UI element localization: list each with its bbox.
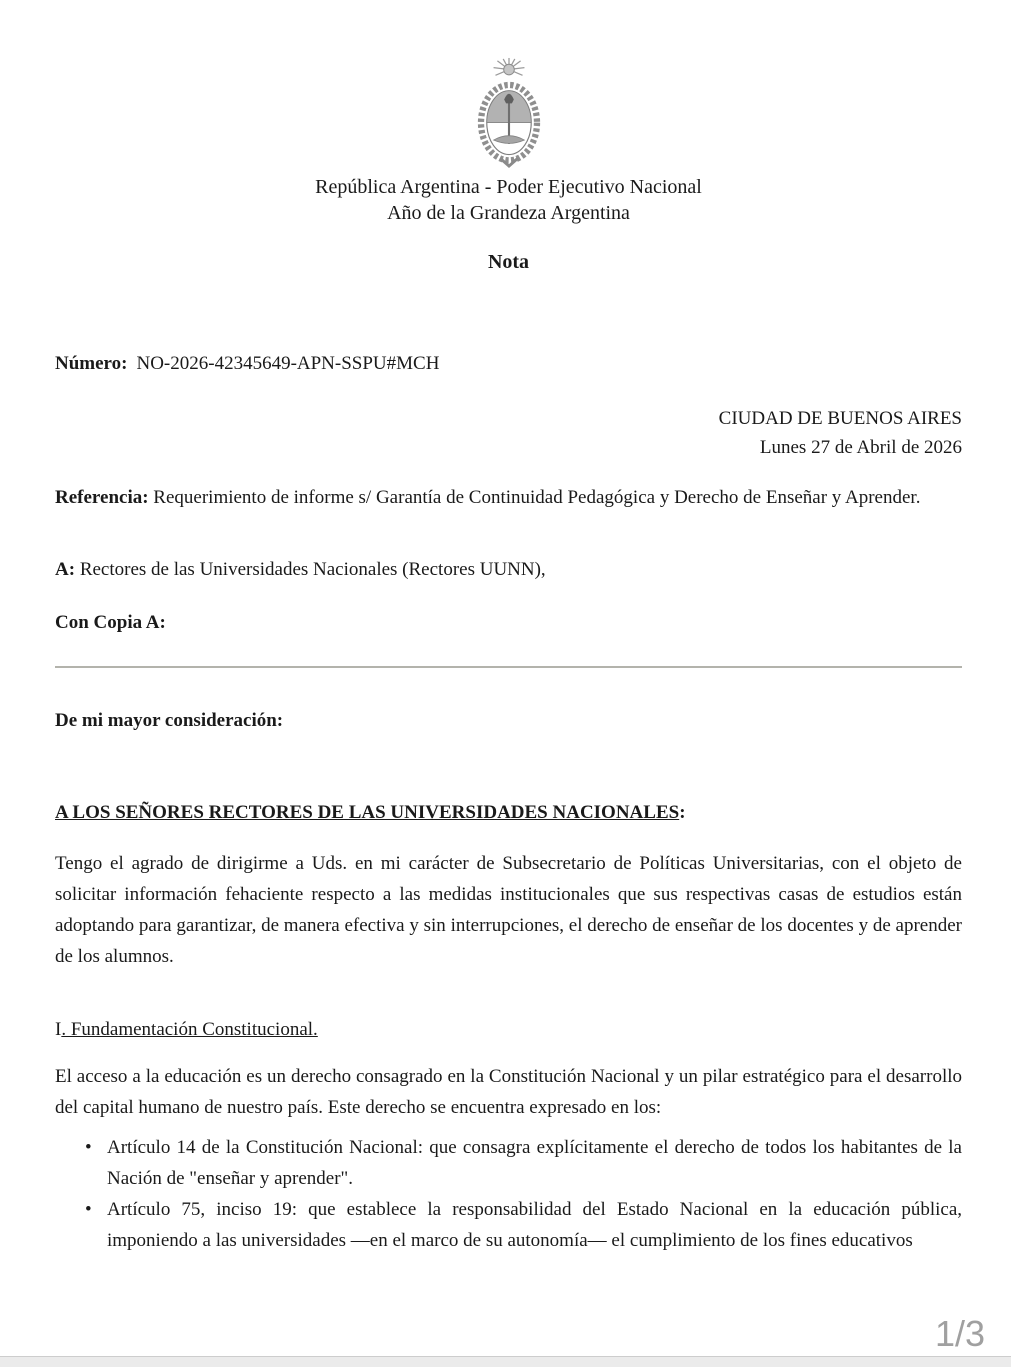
reference-value: Requerimiento de informe s/ Garantía de Continuidad Pedagógica y Derecho de Enseñar y Aprender. [153,487,921,508]
numero-value: NO-2026-42345649-APN-SSPU#MCH [136,353,440,374]
constitution-articles-list [55,1132,962,1256]
reference-label: Referencia: [55,487,149,508]
section-divider [55,666,962,668]
section-1-title: . Fundamentación Constitucional. [61,1019,318,1040]
intro-paragraph: Tengo el agrado de dirigirme a Uds. en mi carácter de Subsecretario de Políticas Universitarias, con el objeto de solicitar información fehaciente respecto a las medidas institucionales que sus respectivas casas de estudios están adoptando para garantizar, de manera efectiva y sin interrupciones, el derecho de enseñar de los docentes y de aprender de los alumnos. [55,853,962,967]
article-75-text: Artículo 75, inciso 19: que establece la responsabilidad del Estado Nacional en la educación pública, imponiendo a las universidades —en el marco de su autonomía— el cumplimiento de los fines educativos [107,1199,962,1251]
addressees-heading-text: A LOS SEÑORES RECTORES DE LAS UNIVERSIDADES NACIONALES [55,802,680,823]
numero-label: Número: [55,353,128,374]
org-name-line: República Argentina - Poder Ejecutivo Nacional [315,176,702,198]
addressees-heading-colon: : [679,802,686,823]
cc-label: Con Copia A: [55,612,166,633]
recipient-label: A: [55,559,76,580]
list-item [55,1194,962,1256]
document-number-line [55,351,962,377]
list-item [55,1132,962,1194]
reference-line [55,485,962,511]
addressees-heading [55,800,962,826]
date-line: Lunes 27 de Abril de 2026 [759,437,962,458]
document-type-title: Nota [487,251,530,273]
viewer-bottom-bar [0,1356,1011,1367]
section-1-paragraph: El acceso a la educación es un derecho consagrado en la Constitución Nacional y un pilar estratégico para el desarrollo del capital humano de nuestro país. Este derecho se encuentra expresado en los: [55,1066,962,1118]
recipient-line [55,557,962,583]
salutation-line: De mi mayor consideración: [55,710,284,731]
page-indicator: 1/3 [934,1313,985,1354]
section-1-heading [55,1017,962,1043]
city-line: CIUDAD DE BUENOS AIRES [718,408,962,429]
article-14-text: Artículo 14 de la Constitución Nacional: que consagra explícitamente el derecho de todos los habitantes de la Nación de "enseñar y aprender". [107,1137,962,1189]
document-content [55,0,962,1256]
argentina-coat-of-arms-icon [55,57,962,169]
recipient-value: Rectores de las Universidades Nacionales (Rectores UUNN), [79,559,546,580]
section-1-numeral: I [55,1019,62,1040]
year-motto-line: Año de la Grandeza Argentina [387,202,630,224]
